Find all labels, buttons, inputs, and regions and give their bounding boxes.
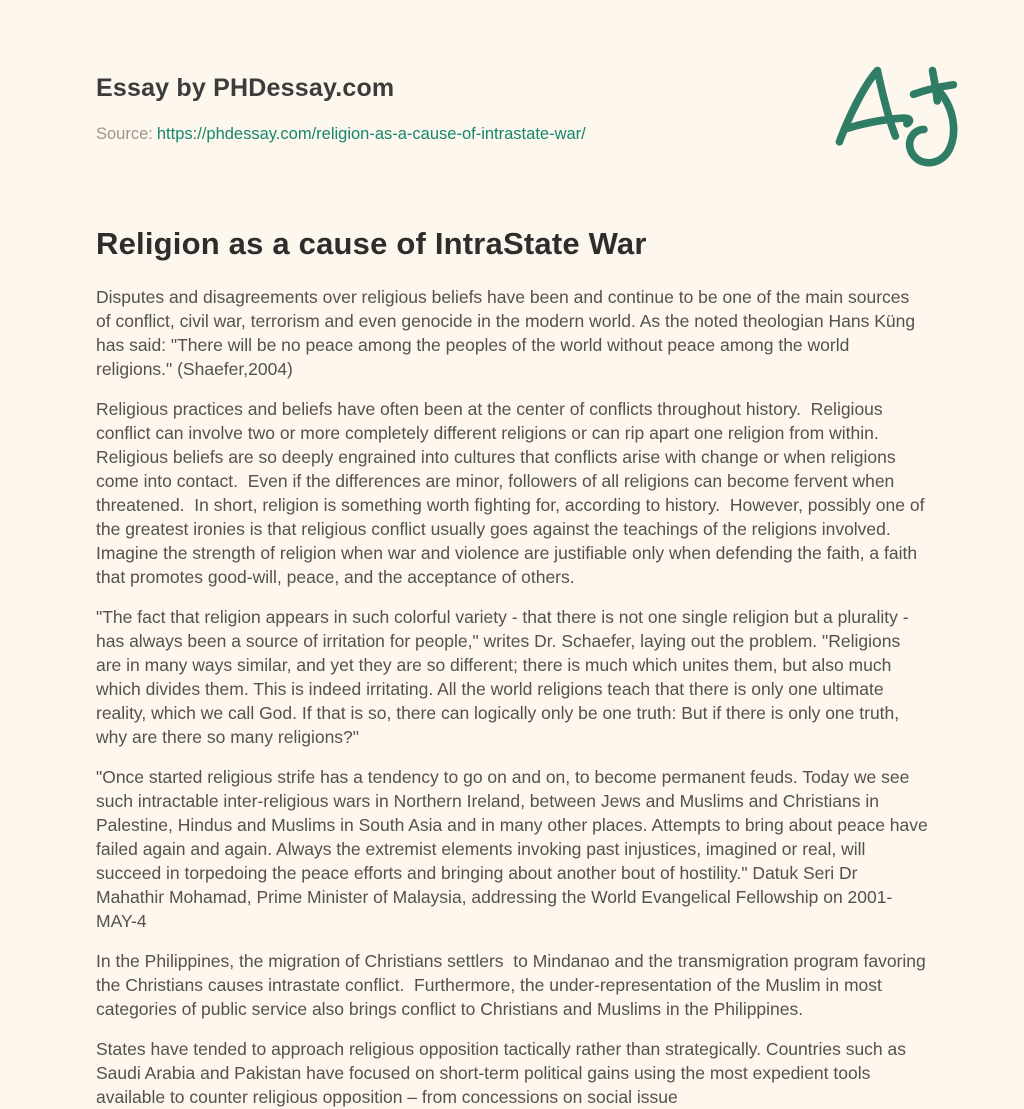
source-label: Source: [96, 125, 153, 143]
essay-title: Religion as a cause of IntraState War [96, 226, 647, 261]
essay-content [96, 226, 933, 1109]
essay-paragraph-6: States have tended to approach religious opposition tactically rather than strategically. Countries such as Saudi Arabia and Pakistan have focused on short-term political gains using the most expedient tools available to counter religious opposition – from concessions on social issue [96, 1039, 911, 1107]
source-line [96, 125, 928, 144]
essay-paragraph-2: Religious practices and beliefs have often been at the center of conflicts throughout history. Religious conflict can involve two or more completely different religions or can rip apart one religion from within. Religious beliefs are so deeply engrained into cultures that conflicts arise with change or when religions come into contact. Even if the differences are minor, followers of all religions can become fervent when threatened. In short, religion is something worth fighting for, according to history. However, possibly one of the greatest ironies is that religious conflict usually goes against the teachings of the religions involved. Imagine the strength of religion when war and violence are justifiable only when defending the faith, a faith that promotes good-will, peace, and the acceptance of others. [96, 399, 930, 587]
essay-body [96, 285, 933, 1109]
essay-paragraph-4: "Once started religious strife has a tendency to go on and on, to become permanent feuds. Today we see such intractable inter-religious wars in Northern Ireland, between Jews and Muslims and Christians in Palestine, Hindus and Muslims in South Asia and in many other places. Attempts to bring about peace have failed again and again. Always the extremist elements invoking past injustices, imagined or real, will succeed in torpedoing the peace efforts and bringing about another bout of hostility." Datuk Seri Dr Mahathir Mohamad, Prime Minister of Malaysia, addressing the World Evangelical Fellowship on 2001-MAY-4 [96, 767, 933, 931]
essay-paragraph-1: Disputes and disagreements over religious beliefs have been and continue to be one of the main sources of conflict, civil war, terrorism and even genocide in the modern world. As the noted theologian Hans Küng has said: "There will be no peace among the peoples of the world without peace among the world religions." (Shaefer,2004) [96, 287, 920, 379]
source-url-link[interactable]: https://phdessay.com/religion-as-a-cause-of-intrastate-war/ [156, 125, 586, 143]
site-title: Essay by PHDessay.com [96, 74, 395, 102]
phdessay-a-plus-logo-icon [828, 60, 980, 178]
essay-paragraph-3: "The fact that religion appears in such colorful variety - that there is not one single religion but a plurality - has always been a source of irritation for people," writes Dr. Schaefer, laying out the problem. "Religions are in many ways similar, and yet they are so different; there is much which unites them, but also much which divides them. This is indeed irritating. All the world religions teach that there is only one ultimate reality, which we call God. If that is so, there can logically only be one truth: But if there is only one truth, why are there so many religions?" [96, 607, 914, 747]
page-header [96, 0, 928, 144]
essay-paragraph-5: In the Philippines, the migration of Christians settlers to Mindanao and the transmigration program favoring the Christians causes intrastate conflict. Furthermore, the under-representation of the Muslim in most categories of public service also brings conflict to Christians and Muslims in the Philippines. [96, 951, 931, 1019]
